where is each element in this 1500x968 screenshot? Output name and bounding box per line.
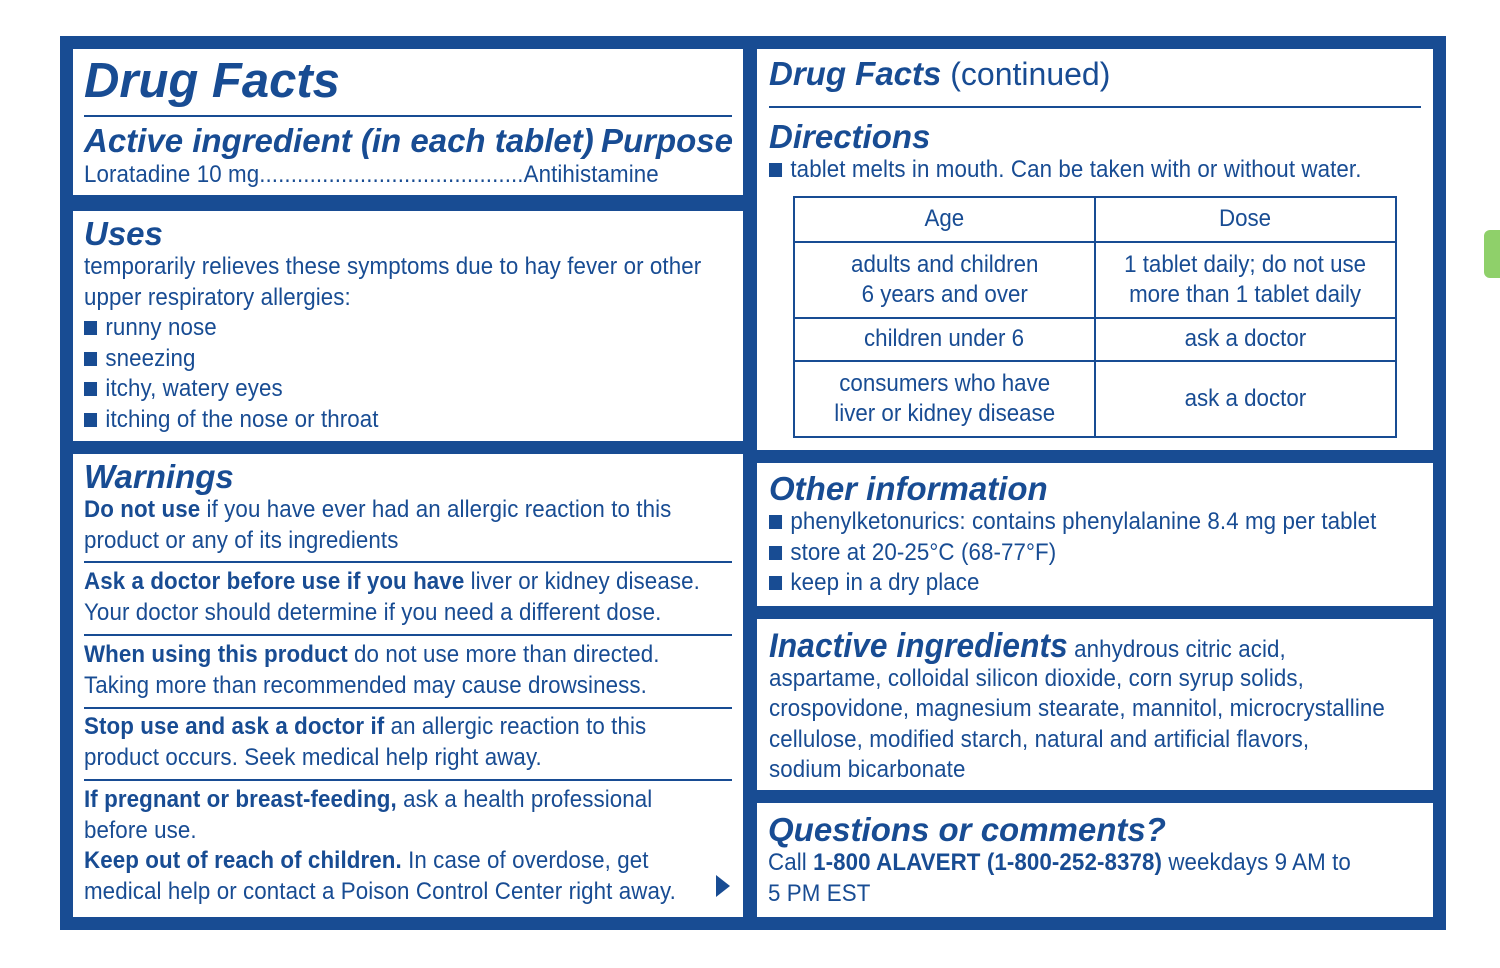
warnings-panel bbox=[73, 454, 743, 917]
table-row bbox=[794, 361, 1396, 437]
warning-ask-doctor-line-2: Your doctor should determine if you need a different dose. bbox=[84, 599, 662, 626]
table-header-row bbox=[794, 197, 1396, 242]
square-bullet-icon bbox=[769, 576, 782, 590]
warning-do-not-use-line-2: product or any of its ingredients bbox=[84, 527, 399, 554]
warning-keep-out-line-2: medical help or contact a Poison Control Center right away. bbox=[84, 878, 676, 905]
inactive-ingredients-line-1: Inactive ingredients anhydrous citric acid, bbox=[769, 627, 1286, 665]
dose-cell: ask a doctor bbox=[1184, 325, 1307, 353]
square-bullet-icon bbox=[84, 321, 97, 335]
other-info-item: phenylketonurics: contains phenylalanine 8.4 mg per tablet bbox=[769, 507, 1376, 538]
questions-heading: Questions or comments? bbox=[768, 811, 1166, 848]
inactive-ingredients-line-3: crospovidone, magnesium stearate, mannitol, microcrystalline bbox=[769, 695, 1385, 722]
square-bullet-icon bbox=[769, 515, 782, 529]
other-information-heading: Other information bbox=[769, 470, 1048, 507]
phone-number: 1-800 ALAVERT (1-800-252-8378) bbox=[813, 849, 1163, 876]
uses-list-item: runny nose bbox=[84, 313, 217, 344]
purpose-value: Antihistamine bbox=[523, 161, 659, 188]
warning-divider bbox=[84, 634, 732, 636]
warning-pregnant: If pregnant or breast-feeding, ask a health professional bbox=[84, 786, 653, 813]
warnings-heading: Warnings bbox=[84, 458, 234, 495]
warning-keep-out: Keep out of reach of children. In case of overdose, get bbox=[84, 847, 649, 874]
square-bullet-icon bbox=[84, 352, 97, 366]
uses-list-item: sneezing bbox=[84, 344, 195, 375]
uses-list-item: itchy, watery eyes bbox=[84, 374, 283, 405]
questions-call-line: Call 1-800 ALAVERT (1-800-252-8378) weekdays 9 AM to bbox=[768, 849, 1351, 876]
warning-stop-use: Stop use and ask a doctor if an allergic reaction to this bbox=[84, 713, 647, 740]
warning-when-using: When using this product do not use more than directed. bbox=[84, 641, 660, 668]
uses-heading: Uses bbox=[84, 215, 163, 252]
age-cell: adults and children 6 years and over bbox=[850, 250, 1039, 308]
dosage-table bbox=[793, 196, 1397, 438]
directions-bullet: tablet melts in mouth. Can be taken with or without water. bbox=[769, 155, 1362, 186]
title-rule bbox=[84, 115, 732, 117]
questions-panel bbox=[757, 803, 1433, 917]
active-ingredient-line bbox=[84, 160, 659, 191]
ingredient-name: Loratadine 10 mg bbox=[84, 161, 260, 188]
questions-hours-line: 5 PM EST bbox=[768, 880, 871, 907]
package-edge-green bbox=[1484, 230, 1500, 278]
inactive-ingredients-heading: Inactive ingredients bbox=[769, 627, 1068, 665]
continued-rule bbox=[769, 106, 1421, 108]
uses-intro-line-2: upper respiratory allergies: bbox=[84, 284, 351, 311]
warning-pregnant-line-2: before use. bbox=[84, 817, 197, 844]
dose-cell: 1 tablet daily; do not use more than 1 tablet daily bbox=[1124, 250, 1367, 308]
active-ingredient-heading: Active ingredient (in each tablet) bbox=[84, 122, 594, 159]
header-dose: Dose bbox=[1219, 205, 1272, 233]
triangle-right-icon bbox=[716, 875, 730, 897]
warning-stop-use-line-2: product occurs. Seek medical help right away. bbox=[84, 744, 542, 771]
drug-facts-continued-title: Drug Facts (continued) bbox=[769, 55, 1111, 92]
other-information-panel bbox=[757, 463, 1433, 606]
directions-heading: Directions bbox=[769, 118, 931, 155]
age-cell: consumers who have liver or kidney disease bbox=[833, 369, 1055, 427]
purpose-heading: Purpose bbox=[600, 122, 733, 159]
warning-when-using-line-2: Taking more than recommended may cause drowsiness. bbox=[84, 672, 647, 699]
warning-do-not-use: Do not use if you have ever had an allergic reaction to this bbox=[84, 496, 672, 523]
directions-panel bbox=[757, 49, 1433, 450]
square-bullet-icon bbox=[769, 546, 782, 560]
uses-intro-line-1: temporarily relieves these symptoms due to hay fever or other bbox=[84, 253, 702, 280]
table-row bbox=[794, 318, 1396, 361]
square-bullet-icon bbox=[84, 413, 97, 427]
age-cell: children under 6 bbox=[864, 325, 1025, 353]
inactive-ingredients-line-5: sodium bicarbonate bbox=[769, 756, 966, 783]
inactive-ingredients-line-2: aspartame, colloidal silicon dioxide, corn syrup solids, bbox=[769, 665, 1304, 692]
square-bullet-icon bbox=[84, 382, 97, 396]
active-ingredient-panel bbox=[73, 49, 743, 195]
inactive-ingredients-panel bbox=[757, 619, 1433, 790]
uses-panel bbox=[73, 211, 743, 441]
warning-divider bbox=[84, 561, 732, 563]
warning-divider bbox=[84, 779, 732, 781]
dose-cell: ask a doctor bbox=[1184, 384, 1307, 412]
drug-facts-frame bbox=[60, 36, 1446, 930]
header-age: Age bbox=[924, 205, 965, 233]
leader-dots: .......................................... bbox=[259, 161, 524, 188]
inactive-ingredients-line-4: cellulose, modified starch, natural and artificial flavors, bbox=[769, 726, 1310, 753]
uses-list-item: itching of the nose or throat bbox=[84, 405, 379, 436]
warning-ask-doctor: Ask a doctor before use if you have liver or kidney disease. bbox=[84, 568, 700, 595]
square-bullet-icon bbox=[769, 163, 782, 177]
other-info-item: keep in a dry place bbox=[769, 568, 980, 599]
drug-facts-title: Drug Facts bbox=[84, 54, 340, 108]
table-row bbox=[794, 242, 1396, 318]
warning-divider bbox=[84, 707, 732, 709]
other-info-item: store at 20-25°C (68-77°F) bbox=[769, 538, 1056, 569]
